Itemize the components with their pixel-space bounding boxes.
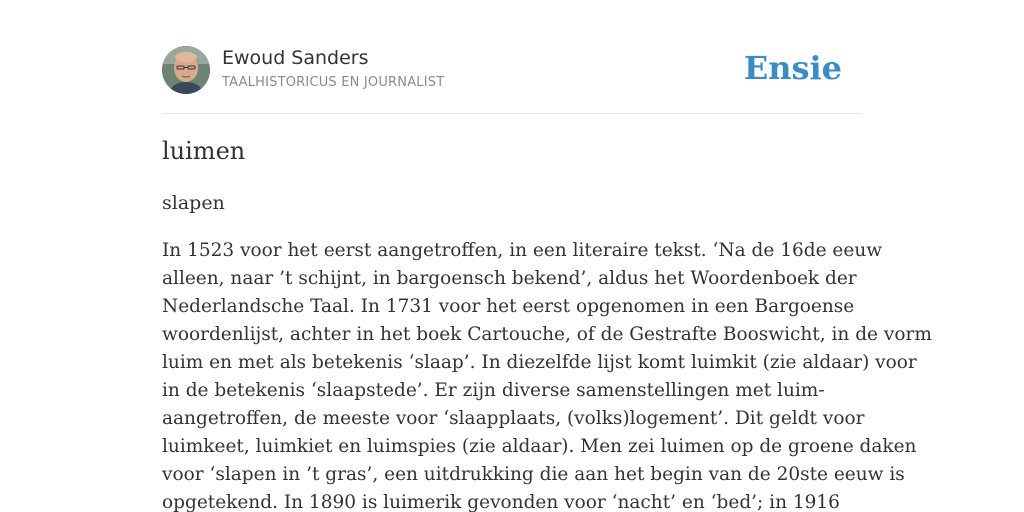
body-line: luim en met als betekenis ‘slaap’. In diezelfde lijst komt luimkit (zie aldaar) voor bbox=[162, 352, 917, 373]
body-line: opgetekend. In 1890 is luimerik gevonden voor ‘nacht’ en ‘bed’; in 1916 bbox=[162, 492, 840, 512]
body-line: Nederlandsche Taal. In 1731 voor het eerst opgenomen in een Bargoense bbox=[162, 296, 855, 317]
entry-title: luimen bbox=[162, 137, 246, 165]
body-line: alleen, naar ’t schijnt, in bargoensch bekend’, aldus het Woordenboek der bbox=[162, 268, 857, 289]
body-line: woordenlijst, achter in het boek Cartouche, of de Gestrafte Booswicht, in de vorm bbox=[162, 324, 932, 345]
body-line: luimkeet, luimkiet en luimspies (zie aldaar). Men zei luimen op de groene daken bbox=[162, 436, 917, 457]
entry-meaning: slapen bbox=[162, 192, 225, 214]
body-line: In 1523 voor het eerst aangetroffen, in een literaire tekst. ‘Na de 16de eeuw bbox=[162, 240, 883, 261]
author-portrait-icon bbox=[162, 46, 210, 94]
author-role: TAALHISTORICUS EN JOURNALIST bbox=[222, 75, 445, 90]
ensie-logo[interactable]: Ensie bbox=[743, 49, 842, 87]
body-line: aangetroffen, de meeste voor ‘slaapplaats, (volks)logement’. Dit geldt voor bbox=[162, 408, 865, 429]
author-header bbox=[162, 46, 862, 96]
body-line: in de betekenis ‘slaapstede’. Er zijn diverse samenstellingen met luim- bbox=[162, 380, 825, 401]
body-line: voor ‘slapen in ’t gras’, een uitdrukking die aan het begin van de 20ste eeuw is bbox=[162, 464, 905, 485]
author-avatar[interactable] bbox=[162, 46, 210, 94]
entry-body bbox=[162, 237, 932, 512]
header-divider bbox=[162, 113, 862, 114]
author-name[interactable]: Ewoud Sanders bbox=[222, 47, 369, 69]
